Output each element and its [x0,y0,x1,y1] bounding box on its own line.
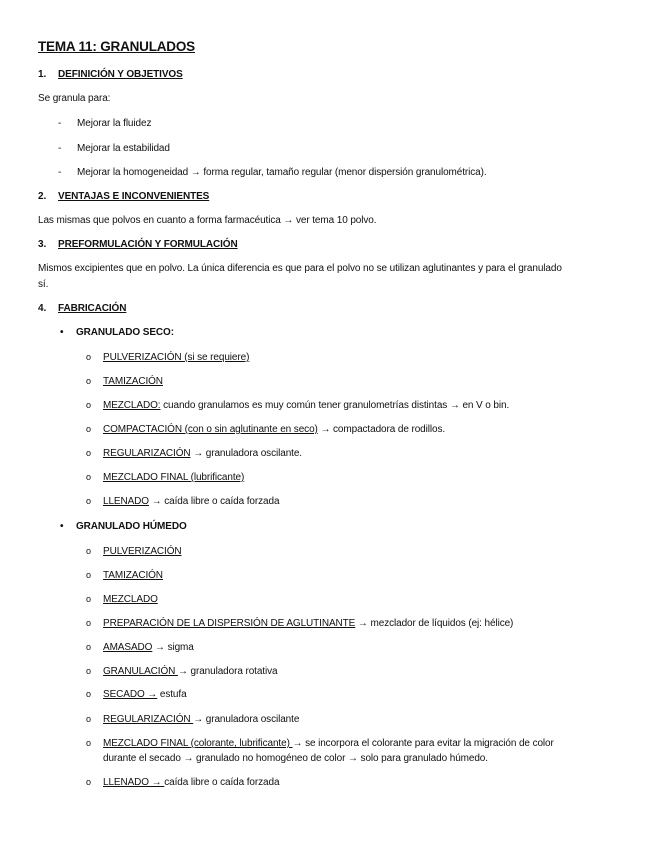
circle-marker: o [86,400,91,410]
circle-marker: o [86,594,91,604]
circle-marker: o [86,448,91,458]
section-number: 1. [38,69,47,80]
section-1-heading [38,68,183,81]
process-step [86,617,513,630]
process-step [86,665,277,678]
circle-marker: o [86,642,91,652]
process-step [86,776,279,789]
section-title: PREFORMULACIÓN Y FORMULACIÓN [58,239,238,250]
circle-marker: o [86,376,91,386]
step-name: PULVERIZACIÓN (si se requiere) [103,352,250,363]
process-step [86,471,244,484]
process-step [86,447,302,460]
dash-marker: - [58,143,62,154]
group-heading-wet [60,520,187,533]
process-step [86,399,509,412]
process-step [86,569,163,582]
process-step [86,495,279,508]
process-step [86,423,445,436]
section-4-heading [38,302,126,315]
step-name: GRANULACIÓN [103,666,178,677]
section-title: FABRICACIÓN [58,303,127,314]
process-step [86,545,182,558]
step-name: REGULARIZACIÓN [103,714,194,725]
step-name: LLENADO [103,496,149,507]
section-number: 2. [38,191,47,202]
group-label: GRANULADO HÚMEDO [76,521,187,532]
step-detail: → se incorpora el colorante para evitar la migración de color [292,738,554,749]
step-detail: → compactadora de rodillos. [317,424,446,435]
step-name: AMASADO [103,642,153,653]
circle-marker: o [86,777,91,787]
circle-marker: o [86,424,91,434]
step-detail: → granuladora oscilante [193,714,300,725]
circle-marker: o [86,738,91,748]
circle-marker: o [86,570,91,580]
step-detail: → granuladora oscilante. [190,448,302,459]
step-name: MEZCLADO [103,594,158,605]
step-detail: → caída libre o caída forzada [149,496,280,507]
circle-marker: o [86,714,91,724]
bullet-marker: • [60,521,64,532]
circle-marker: o [86,472,91,482]
dash-marker: - [58,118,62,129]
step-name: REGULARIZACIÓN [103,448,191,459]
section-2-heading [38,190,209,203]
step-detail: → mezclador de líquidos (ej: hélice) [355,618,514,629]
section-number: 3. [38,239,47,250]
section-title: DEFINICIÓN Y OBJETIVOS [58,69,183,80]
section-3-text-line1: Mismos excipientes que en polvo. La única diferencia es que para el polvo no se utilizan aglutinantes y para el granulado [38,263,562,274]
circle-marker: o [86,618,91,628]
section-2-text: Las mismas que polvos en cuanto a forma farmacéutica → ver tema 10 polvo. [38,215,377,226]
step-name: TAMIZACIÓN [103,570,163,581]
process-step [86,641,194,654]
section-3-heading [38,238,238,251]
step-name: MEZCLADO FINAL (lubrificante) [103,472,245,483]
step-name: PULVERIZACIÓN [103,546,182,557]
step-name: SECADO → [103,689,158,700]
process-step [86,375,163,388]
process-step-continuation: durante el secado → granulado no homogéneo de color → solo para granulado húmedo. [103,753,488,764]
section-number: 4. [38,303,47,314]
process-step [86,737,554,750]
step-detail: cuando granulamos es muy común tener granulometrías distintas → en V o bin. [160,400,510,411]
step-name: COMPACTACIÓN (con o sin aglutinante en seco) [103,424,318,435]
step-name: MEZCLADO: [103,400,161,411]
list-item-text: Mejorar la homogeneidad → forma regular, tamaño regular (menor dispersión granulométrica). [77,167,487,178]
step-detail: estufa [157,689,187,700]
process-step [86,593,158,606]
circle-marker: o [86,689,91,699]
circle-marker: o [86,496,91,506]
section-3-text-line2: sí. [38,279,49,290]
group-heading-dry [60,326,174,339]
circle-marker: o [86,666,91,676]
section-title: VENTAJAS E INCONVENIENTES [58,191,210,202]
list-item-text: Mejorar la fluidez [77,118,152,129]
step-name: PREPARACIÓN DE LA DISPERSIÓN DE AGLUTINANTE [103,618,356,629]
circle-marker: o [86,352,91,362]
list-item-text: Mejorar la estabilidad [77,143,170,154]
process-step [86,713,299,726]
bullet-marker: • [60,327,64,338]
step-name: LLENADO → [103,777,165,788]
step-detail: → sigma [152,642,194,653]
document-title: TEMA 11: GRANULADOS [38,39,195,54]
step-detail: caída libre o caída forzada [164,777,280,788]
step-detail: → granuladora rotativa [177,666,278,677]
process-step [86,351,249,364]
step-name: MEZCLADO FINAL (colorante, lubrificante) [103,738,293,749]
group-label: GRANULADO SECO: [76,327,174,338]
dash-marker: - [58,167,62,178]
list-item [58,142,170,155]
circle-marker: o [86,546,91,556]
process-step [86,688,187,701]
list-item [58,117,151,130]
section-1-intro: Se granula para: [38,93,111,104]
step-name: TAMIZACIÓN [103,376,163,387]
list-item [58,166,487,179]
